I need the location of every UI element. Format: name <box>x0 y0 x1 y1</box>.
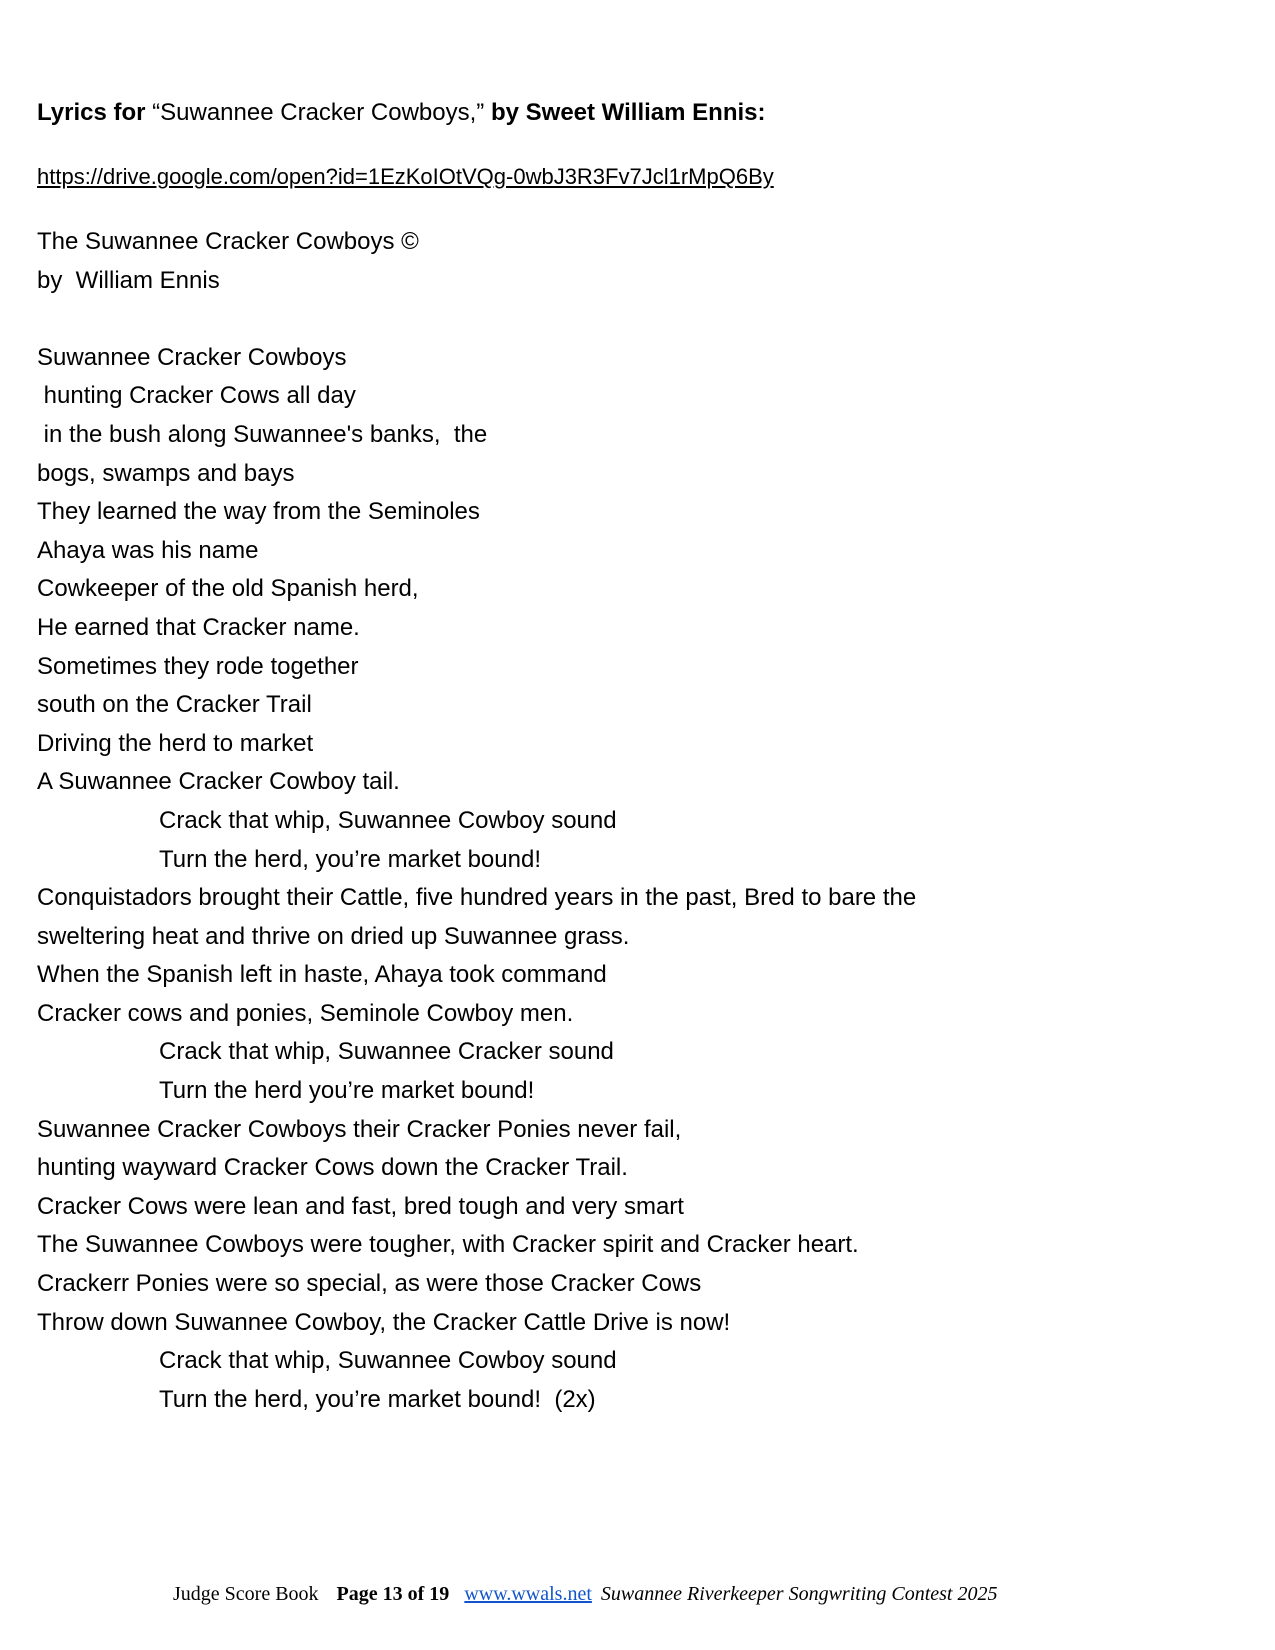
lyric-line: Cracker Cows were lean and fast, bred tough and very smart <box>37 1192 684 1220</box>
lyric-line: Sometimes they rode together <box>37 652 359 680</box>
title-song-name: “Suwannee Cracker Cowboys,” <box>152 99 485 126</box>
lyric-line: The Suwannee Cowboys were tougher, with Cracker spirit and Cracker heart. <box>37 1231 859 1259</box>
lyrics-block <box>37 223 1245 1419</box>
lyric-line: When the Spanish left in haste, Ahaya took command <box>37 961 607 989</box>
lyric-line: Cowkeeper of the old Spanish herd, <box>37 575 419 603</box>
lyric-blank-line <box>37 300 1245 339</box>
lyric-line: Turn the herd, you’re market bound! <box>159 845 541 873</box>
lyric-line: sweltering heat and thrive on dried up Suwannee grass. <box>37 922 630 950</box>
page-title <box>37 98 765 128</box>
lyric-line: in the bush along Suwannee's banks, the <box>37 420 488 448</box>
lyric-line: Suwannee Cracker Cowboys <box>37 343 347 371</box>
lyric-line: Cracker cows and ponies, Seminole Cowboy men. <box>37 999 574 1027</box>
lyric-line: Crack that whip, Suwannee Cowboy sound <box>159 806 617 834</box>
lyric-line: A Suwannee Cracker Cowboy tail. <box>37 768 400 796</box>
page-footer <box>173 1583 998 1606</box>
lyric-line: hunting wayward Cracker Cows down the Cracker Trail. <box>37 1154 628 1182</box>
title-prefix: Lyrics for <box>37 99 146 126</box>
footer-contest-name: Suwannee Riverkeeper Songwriting Contest 2025 <box>600 1583 998 1605</box>
lyric-line: The Suwannee Cracker Cowboys © <box>37 228 419 255</box>
lyric-line: Conquistadors brought their Cattle, five hundred years in the past, Bred to bare the <box>37 884 917 912</box>
lyric-line: Driving the herd to market <box>37 729 314 757</box>
lyric-line: Suwannee Cracker Cowboys their Cracker Ponies never fail, <box>37 1115 682 1143</box>
title-author: by Sweet William Ennis: <box>490 99 766 126</box>
lyric-line: bogs, swamps and bays <box>37 459 295 487</box>
footer-page-number: Page 13 of 19 <box>336 1583 450 1605</box>
lyric-line: Crack that whip, Suwannee Cowboy sound <box>159 1347 617 1375</box>
lyric-line: Throw down Suwannee Cowboy, the Cracker Cattle Drive is now! <box>37 1308 731 1336</box>
lyric-line: hunting Cracker Cows all day <box>37 382 356 410</box>
lyric-line: by William Ennis <box>37 266 220 294</box>
footer-book-label: Judge Score Book <box>173 1583 319 1605</box>
lyric-line: south on the Cracker Trail <box>37 691 312 719</box>
lyric-line: They learned the way from the Seminoles <box>37 498 480 526</box>
footer-site-link[interactable]: www.wwals.net <box>464 1583 592 1605</box>
lyric-line: Crack that whip, Suwannee Cracker sound <box>159 1038 614 1066</box>
lyric-line: Turn the herd, you’re market bound! (2x) <box>159 1385 596 1413</box>
lyric-line: He earned that Cracker name. <box>37 613 360 641</box>
lyric-line: Turn the herd you’re market bound! <box>159 1077 535 1105</box>
lyric-line: Crackerr Ponies were so special, as were those Cracker Cows <box>37 1270 702 1298</box>
lyric-line: Ahaya was his name <box>37 536 259 564</box>
drive-link[interactable]: https://drive.google.com/open?id=1EzKoIOtVQg-0wbJ3R3Fv7Jcl1rMpQ6By <box>37 164 774 189</box>
drive-link-row <box>37 164 774 190</box>
